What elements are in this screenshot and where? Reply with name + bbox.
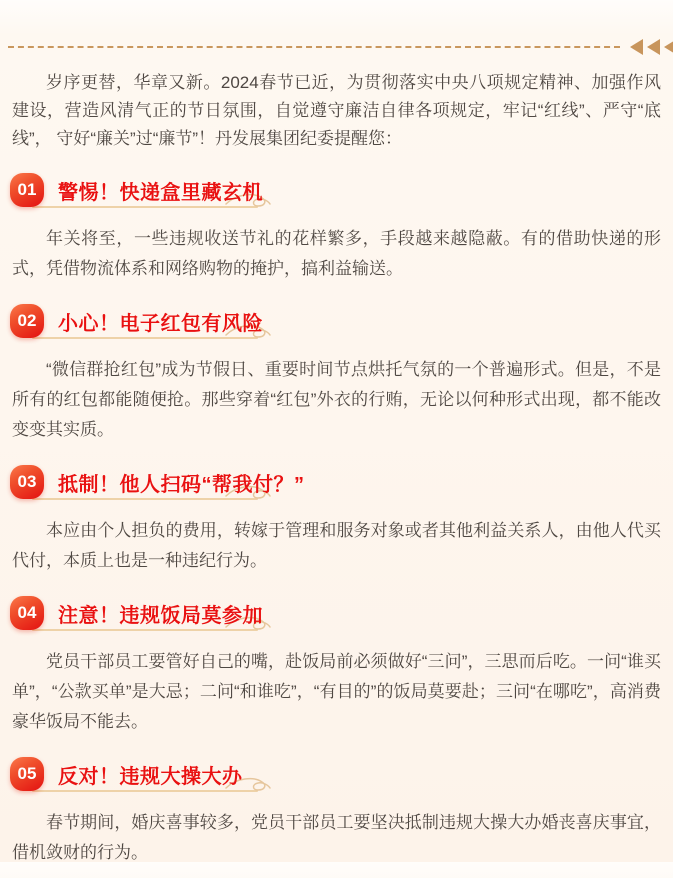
section-body: “微信群抢红包”成为节假日、重要时间节点烘托气氛的一个普遍形式。但是，不是所有的红包都能随便抢。那些穿着“红包”外衣的行贿，无论以何种形式出现，都不能改变变其实质。 — [12, 360, 661, 439]
section-title: 抵制！他人扫码“帮我付？” — [58, 473, 305, 496]
section-body: 春节期间，婚庆喜事较多，党员干部员工要坚决抵制违规大操大办婚丧喜庆事宜，借机敛财的行为。 — [12, 813, 661, 862]
intro-paragraph: 岁序更替，华章又新。2024春节已近，为贯彻落实中央八项规定精神、加强作风建设，营造风清气正的节日氛围，自觉遵守廉洁自律各项规定，牢记“红线”、严守“底线”， 守好“廉关”过“廉节”！丹发展集团纪委提醒您： — [12, 73, 661, 148]
section-number-badge: 02 — [10, 304, 44, 338]
section-title: 注意！违规饭局莫参加 — [58, 604, 263, 627]
section-header-1 — [10, 171, 673, 209]
section-title: 反对！违规大操大办 — [58, 765, 243, 788]
section-number-badge: 01 — [10, 173, 44, 207]
top-divider — [0, 0, 673, 55]
section-header-4 — [10, 594, 673, 632]
section-body: 党员干部员工要管好自己的嘴，赴饭局前必须做好“三问”，三思而后吃。一问“谁买单”，“公款买单”是大忌；二问“和谁吃”，“有目的”的饭局莫要赴；三问“在哪吃”，高消费豪华饭局不能去。 — [12, 652, 661, 731]
section-header-5 — [10, 755, 673, 793]
section-number-badge: 05 — [10, 757, 44, 791]
left-arrow-icon — [630, 39, 643, 55]
section-header-3 — [10, 463, 673, 501]
section-body: 本应由个人担负的费用，转嫁于管理和服务对象或者其他利益关系人，由他人代买代付，本质上也是一种违纪行为。 — [12, 521, 661, 570]
section-number-badge: 03 — [10, 465, 44, 499]
section-body: 年关将至，一些违规收送节礼的花样繁多，手段越来越隐蔽。有的借助快递的形式，凭借物流体系和网络购物的掩护，搞利益输送。 — [12, 229, 661, 278]
section-title: 警惕！快递盒里藏玄机 — [58, 181, 263, 204]
triple-left-arrows-icon — [630, 39, 673, 55]
left-arrow-icon — [664, 39, 673, 55]
dashed-line — [8, 46, 620, 48]
section-title: 小心！电子红包有风险 — [58, 312, 263, 335]
section-number-badge: 04 — [10, 596, 44, 630]
section-header-2 — [10, 302, 673, 340]
left-arrow-icon — [647, 39, 660, 55]
